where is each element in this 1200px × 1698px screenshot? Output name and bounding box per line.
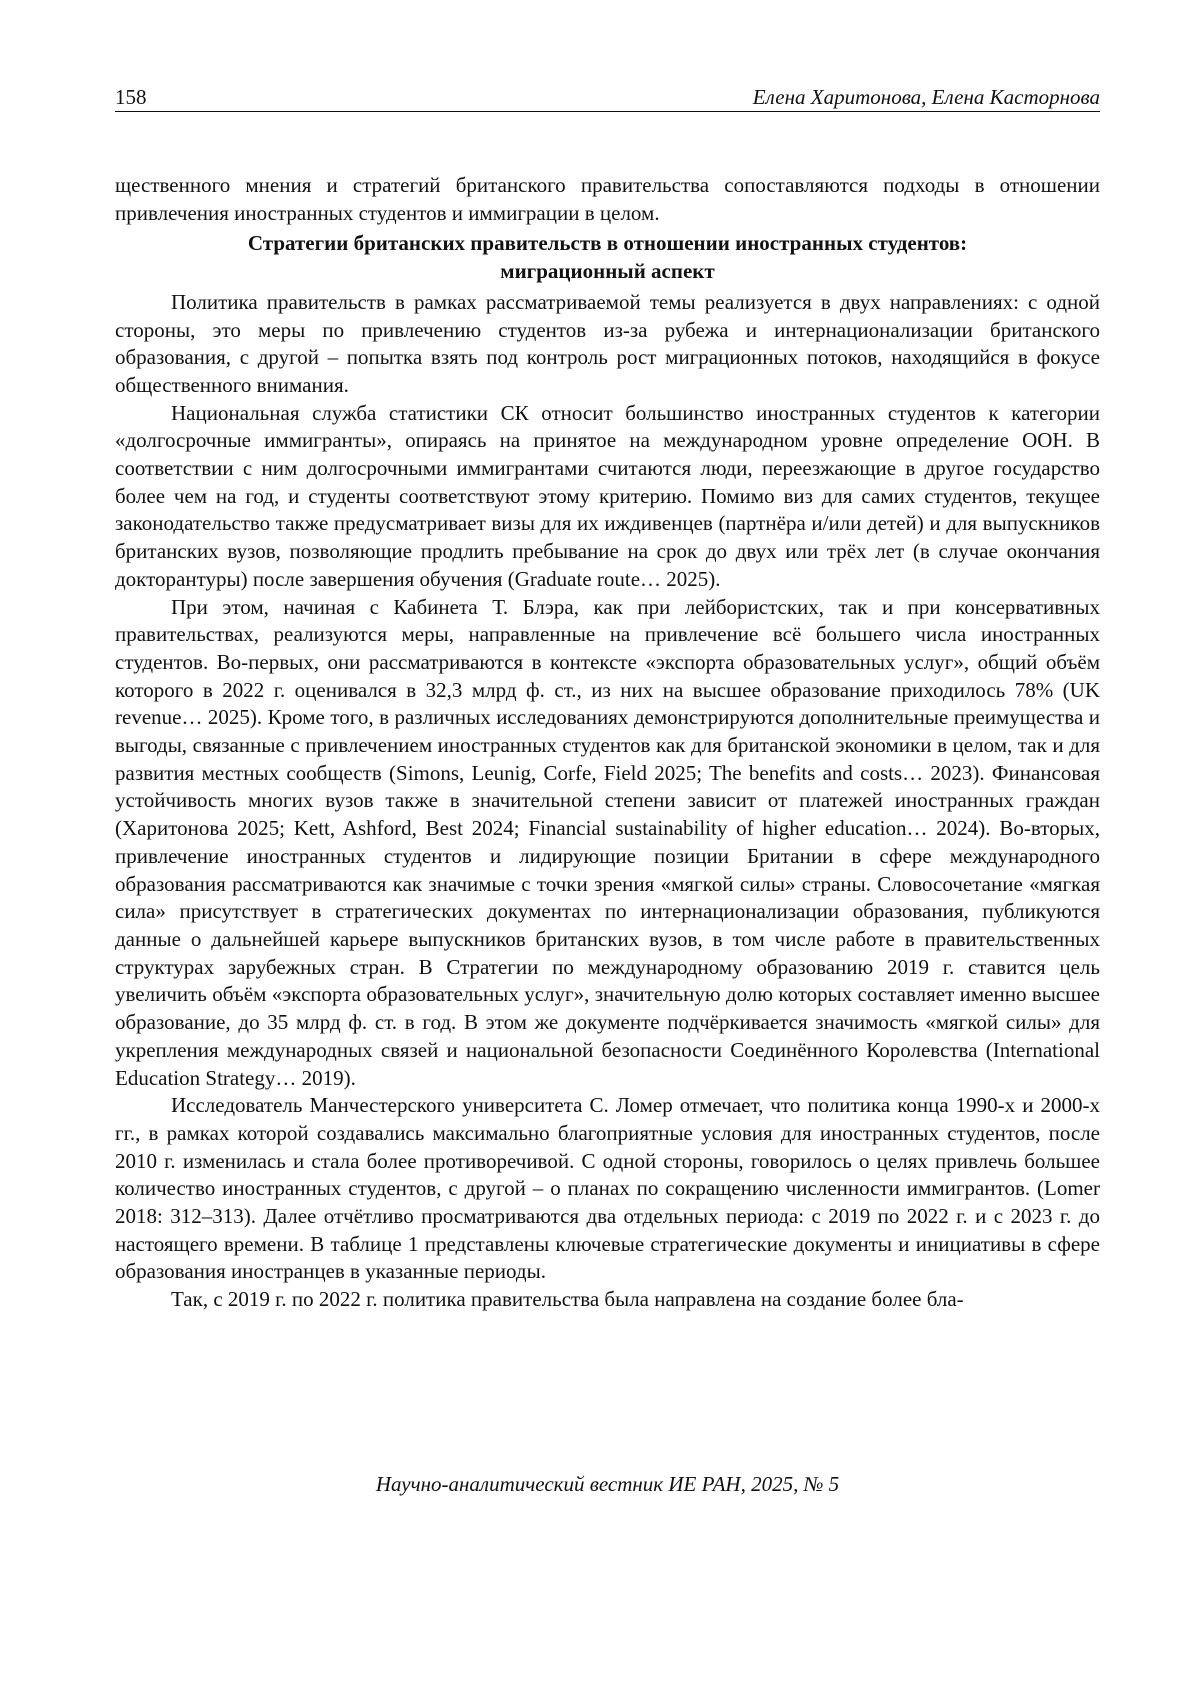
paragraph-2: Национальная служба статистики СК относит большинство иностранных студентов к категории «долгосрочные иммигранты», опираясь на принятое на международном уровне определение ООН. В соответствии с ним долгосрочными иммигрантами считаются люди, переезжающие в другое государство более чем на год, и студенты соответствуют этому критерию. Помимо виз для самих студентов, текущее законодательство также предусматривает визы для их иждивенцев (партнёра и/или детей) и для выпускников британских вузов, позволяющие продлить пребывание на срок до двух или трёх лет (в случае окончания докторантуры) после завершения обучения (Graduate route… 2025).: [115, 400, 1100, 591]
section-heading: [115, 230, 1100, 285]
header-authors: Елена Харитонова, Елена Касторнова: [752, 85, 1100, 109]
running-header: [115, 83, 1100, 112]
paragraph-4: Исследователь Манчестерского университета С. Ломер отмечает, что политика конца 1990-х и 2000-х гг., в рамках которой создавались максимально благоприятные условия для иностранных студентов, после 2010 г. изменилась и стала более противоречивой. С одной стороны, говорилось о целях привлечь большее количество иностранных студентов, с другой – о планах по сокращению численности иммигрантов. (Lomer 2018: 312–313). Далее отчётливо просматриваются два отдельных периода: с 2019 по 2022 г. и с 2023 г. до настоящего времени. В таблице 1 представлены ключевые стратегические документы и инициативы в сфере образования иностранцев в указанные периоды.: [115, 1093, 1100, 1284]
paragraph-1: Политика правительств в рамках рассматриваемой темы реализуется в двух направлениях: с одной стороны, это меры по привлечению студентов из-за рубежа и интернационализации британского образования, с другой – попытка взять под контроль рост миграционных потоков, находящийся в фокусе общественного внимания.: [115, 289, 1100, 397]
section-heading-line-2: миграционный аспект: [500, 259, 715, 284]
paragraph-3: При этом, начиная с Кабинета Т. Блэра, как при лейбористских, так и при консервативных правительствах, реализуются меры, направленные на привлечение всё большего числа иностранных студентов. Во-первых, они рассматриваются в контексте «экспорта образовательных услуг», общий объём которого в 2022 г. оценивался в 32,3 млрд ф. ст., из них на высшее образование приходилось 78% (UK revenue… 2025). Кроме того, в различных исследованиях демонстрируются дополнительные преимущества и выгоды, связанные с привлечением иностранных студентов как для британской экономики в целом, так и для развития местных сообществ (Simons, Leunig, Corfe, Field 2025; The benefits and costs… 2023). Финансовая устойчивость многих вузов также в значительной степени зависит от платежей иностранных граждан (Харитонова 2025; Kett, Ashford, Best 2024; Financial sustainability of higher education… 2024). Во-вторых, привлечение иностранных студентов и лидирующие позиции Британии в сфере международного образования рассматриваются как значимые с точки зрения «мягкой силы» страны. Словосочетание «мягкая сила» присутствует в стратегических документах по интернационализации образования, публикуются данные о дальнейшей карьере выпускников британских вузов, в том числе работе в правительственных структурах зарубежных стран. В Стратегии по международному образованию 2019 г. ставится цель увеличить объём «экспорта образовательных услуг», значительную долю которых составляет именно высшее образование, до 35 млрд ф. ст. в год. В этом же документе подчёркивается значимость «мягкой силы» для укрепления международных связей и национальной безопасности Соединённого Королевства (International Education Strategy… 2019).: [115, 594, 1100, 1090]
journal-footer: Научно-аналитический вестник ИЕ РАН, 2025, № 5: [375, 1472, 840, 1496]
paragraph-5: Так, с 2019 г. по 2022 г. политика правительства была направлена на создание более бла-: [171, 1287, 964, 1312]
article-body: [115, 172, 1100, 1314]
page-number: 158: [115, 85, 147, 109]
section-heading-line-1: Стратегии британских правительств в отношении иностранных студентов:: [247, 231, 968, 256]
intro-paragraph: щественного мнения и стратегий британского правительства сопоставляются подходы в отношении привлечения иностранных студентов и иммиграции в целом.: [115, 173, 1100, 225]
